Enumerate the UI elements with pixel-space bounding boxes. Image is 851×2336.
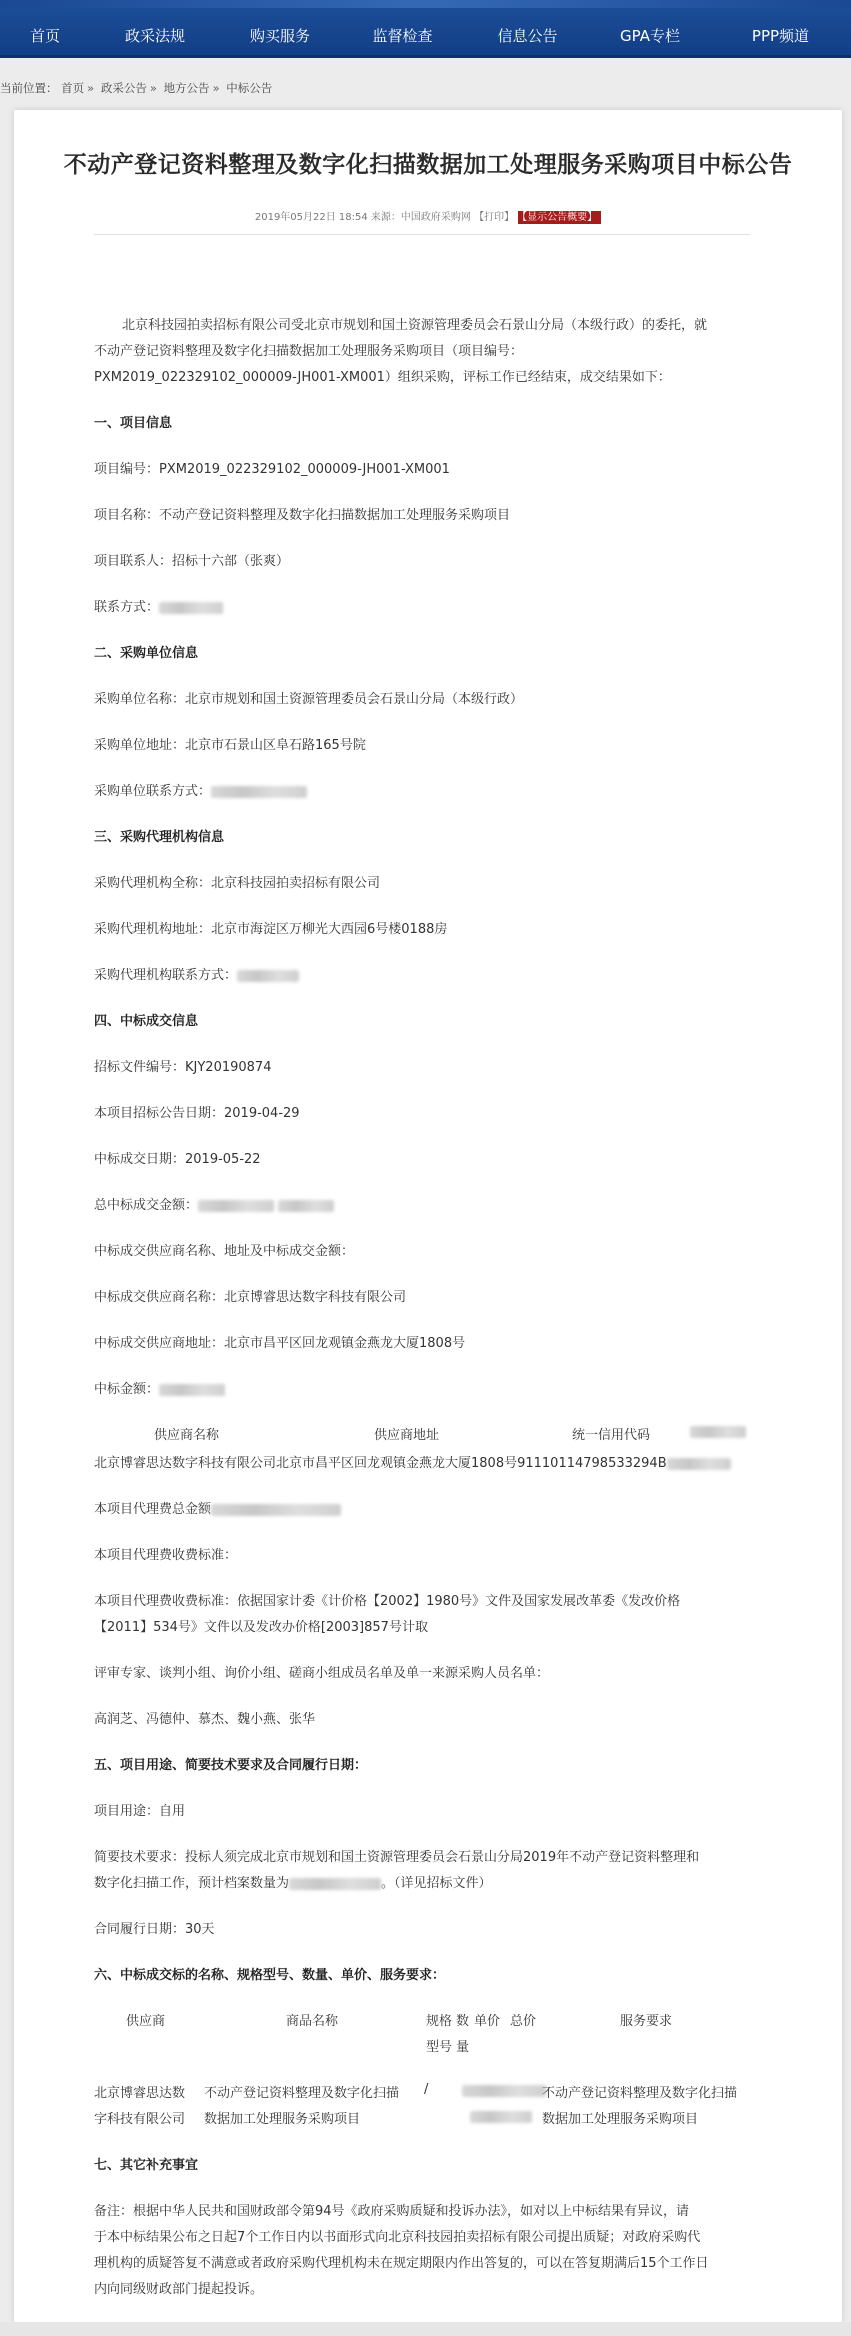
info-line: 评审专家、谈判小组、询价小组、磋商小组成员名单及单一来源采购人员名单：: [94, 1666, 550, 1681]
intro-line: PXM2019_022329102_000009-JH001-XM001）组织采购，评标工作已经结束，成交结果如下：: [94, 370, 671, 385]
info-line: 本项目代理费收费标准：: [94, 1548, 238, 1563]
info-line: [94, 596, 223, 615]
nav-supervision[interactable]: 监督检查: [372, 27, 433, 45]
redacted-value: [237, 970, 299, 982]
table-header: 数: [456, 2014, 470, 2029]
top-navigation-bar: [0, 0, 851, 58]
breadcrumb-award[interactable]: 中标公告: [226, 81, 273, 95]
decorative-stripe: [0, 0, 851, 8]
breadcrumb-home[interactable]: 首页: [61, 81, 85, 95]
redacted-value: [159, 602, 223, 614]
table-header: 型号: [426, 2040, 453, 2055]
info-line: 备注：根据中华人民共和国财政部令第94号《政府采购质疑和投诉办法》，如对以上中标结果有异议，请: [94, 2204, 690, 2219]
nav-purchase-services[interactable]: 购买服务: [249, 27, 310, 45]
contact-label: 采购单位联系方式：: [94, 784, 212, 799]
section-heading: 一、项目信息: [94, 416, 173, 431]
info-line: 内向同级财政部门提起投诉。: [94, 2282, 264, 2297]
table-row: [94, 1452, 731, 1471]
breadcrumb-sep: »: [149, 81, 157, 95]
main-nav: [0, 18, 851, 54]
info-line: 项目联系人：招标十六部（张爽）: [94, 554, 290, 569]
section-heading: 二、采购单位信息: [94, 646, 199, 661]
info-line: [94, 1498, 341, 1517]
section-heading: 七、其它补充事宜: [94, 2158, 199, 2173]
table-header: 供应商: [126, 2014, 166, 2029]
divider: [94, 234, 750, 235]
info-line: 中标成交日期：2019-05-22: [94, 1152, 261, 1167]
nav-home[interactable]: 首页: [29, 27, 60, 45]
info-line: 于本中标结果公布之日起7个工作日内以书面形式向北京科技园拍卖招标有限公司提出质疑；对政府采购代: [94, 2230, 701, 2245]
redacted-value: [667, 1458, 731, 1470]
info-line: 中标成交供应商名称：北京博睿思达数字科技有限公司: [94, 1290, 407, 1305]
table-cell: 北京博睿思达数: [94, 2086, 186, 2101]
info-line: 本项目招标公告日期：2019-04-29: [94, 1106, 300, 1121]
info-line: [94, 964, 299, 983]
table-cell: 字科技有限公司: [94, 2112, 186, 2127]
meta-text: 2019年05月22日 18:54 来源：中国政府采购网 【打印】: [254, 212, 515, 223]
redacted-value: [211, 1504, 341, 1516]
intro-line: 北京科技园拍卖招标有限公司受北京市规划和国土资源管理委员会石景山分局（本级行政）的委托，就: [122, 318, 708, 333]
breadcrumb: [0, 80, 272, 96]
total-amount-label: 总中标成交金额：: [94, 1198, 199, 1213]
table-cell: 数据加工处理服务采购项目: [204, 2112, 361, 2127]
info-line: 项目编号：PXM2019_022329102_000009-JH001-XM001: [94, 462, 450, 477]
section-heading: 六、中标成交标的名称、规格型号、数量、单价、服务要求：: [94, 1968, 446, 1983]
article-meta: [14, 208, 842, 223]
agency-fee-label: 本项目代理费总金额: [94, 1502, 212, 1517]
breadcrumb-procurement[interactable]: 政采公告: [100, 81, 147, 95]
info-line: [94, 1378, 225, 1397]
supplier-row-text: 北京博睿思达数字科技有限公司北京市昌平区回龙观镇金燕龙大厦1808号91110114798533294B: [94, 1456, 667, 1471]
page-footer-strip: [0, 2322, 851, 2336]
table-header: 服务要求: [620, 2014, 673, 2029]
table-header: 量: [456, 2040, 470, 2055]
table-header: 统一信用代码: [572, 1428, 651, 1443]
contact-label: 采购代理机构联系方式：: [94, 968, 238, 983]
table-header: 供应商地址: [374, 1428, 440, 1443]
info-line: 项目用途：自用: [94, 1804, 186, 1819]
breadcrumb-sep: »: [87, 81, 95, 95]
breadcrumb-local[interactable]: 地方公告: [163, 81, 210, 95]
redacted-value: [198, 1200, 274, 1212]
redacted-value: [159, 1384, 225, 1396]
info-line: 采购单位地址：北京市石景山区阜石路165号院: [94, 738, 366, 753]
table-header: 规格: [426, 2014, 453, 2029]
nav-regulations[interactable]: 政采法规: [124, 27, 185, 45]
info-line: 简要技术要求：投标人须完成北京市规划和国土资源管理委员会石景山分局2019年不动产登记资料整理和: [94, 1850, 700, 1865]
nav-announcements[interactable]: 信息公告: [497, 27, 558, 45]
redacted-value: [211, 786, 307, 798]
info-line: 合同履行日期：30天: [94, 1922, 215, 1937]
contact-label: 联系方式：: [94, 600, 160, 615]
table-cell: 不动产登记资料整理及数字化扫描: [204, 2086, 400, 2101]
section-heading: 四、中标成交信息: [94, 1014, 199, 1029]
redacted-value: [289, 1878, 381, 1890]
nav-gpa[interactable]: GPA专栏: [620, 27, 680, 45]
info-line: 中标成交供应商名称、地址及中标成交金额：: [94, 1244, 355, 1259]
article-panel: [14, 110, 842, 2322]
info-line: 项目名称：不动产登记资料整理及数字化扫描数据加工处理服务采购项目: [94, 508, 511, 523]
info-line: 采购单位名称：北京市规划和国土资源管理委员会石景山分局（本级行政）: [94, 692, 524, 707]
info-line: [94, 780, 307, 799]
show-summary-button[interactable]: 【显示公告概要】: [518, 211, 601, 224]
redacted-value: [470, 2111, 532, 2123]
table-header: 总价: [510, 2014, 537, 2029]
section-heading: 五、项目用途、简要技术要求及合同履行日期：: [94, 1758, 368, 1773]
breadcrumb-label: 当前位置：: [0, 81, 58, 95]
redacted-value: [462, 2085, 546, 2097]
award-amount-label: 中标金额：: [94, 1382, 160, 1397]
intro-line: 不动产登记资料整理及数字化扫描数据加工处理服务采购项目（项目编号：: [94, 344, 524, 359]
table-cell: 不动产登记资料整理及数字化扫描: [542, 2086, 738, 2101]
archive-count-label: 数字化扫描工作，预计档案数量为: [94, 1876, 290, 1891]
info-line: 【2011】534号》文件以及发改办价格[2003]857号计取: [94, 1620, 428, 1635]
info-line: 高润芝、冯德仲、慕杰、魏小燕、张华: [94, 1712, 316, 1727]
table-header: 单价: [474, 2014, 501, 2029]
breadcrumb-sep: »: [212, 81, 220, 95]
info-line: 理机构的质疑答复不满意或者政府采购代理机构未在规定期限内作出答复的，可以在答复期满后15个工作日: [94, 2256, 709, 2271]
redacted-value: [278, 1200, 334, 1212]
archive-count-suffix: 。（详见招标文件）: [381, 1876, 492, 1891]
section-heading: 三、采购代理机构信息: [94, 830, 225, 845]
table-cell: /: [424, 2082, 429, 2097]
nav-ppp[interactable]: PPP频道: [751, 27, 810, 45]
info-line: 招标文件编号：KJY20190874: [94, 1060, 272, 1075]
redacted-value: [690, 1426, 746, 1438]
table-cell: 数据加工处理服务采购项目: [542, 2112, 699, 2127]
info-line: 中标成交供应商地址：北京市昌平区回龙观镇金燕龙大厦1808号: [94, 1336, 466, 1351]
table-header: 商品名称: [286, 2014, 339, 2029]
page-title: 不动产登记资料整理及数字化扫描数据加工处理服务采购项目中标公告: [63, 152, 793, 178]
table-header: 供应商名称: [154, 1428, 220, 1443]
info-line: 本项目代理费收费标准：依据国家计委《计价格【2002】1980号》文件及国家发展改革委《发改价格: [94, 1594, 681, 1609]
info-line: [94, 1194, 334, 1213]
info-line: 采购代理机构全称：北京科技园拍卖招标有限公司: [94, 876, 381, 891]
info-line: 采购代理机构地址：北京市海淀区万柳光大西园6号楼0188房: [94, 922, 448, 937]
info-line: [94, 1872, 492, 1891]
